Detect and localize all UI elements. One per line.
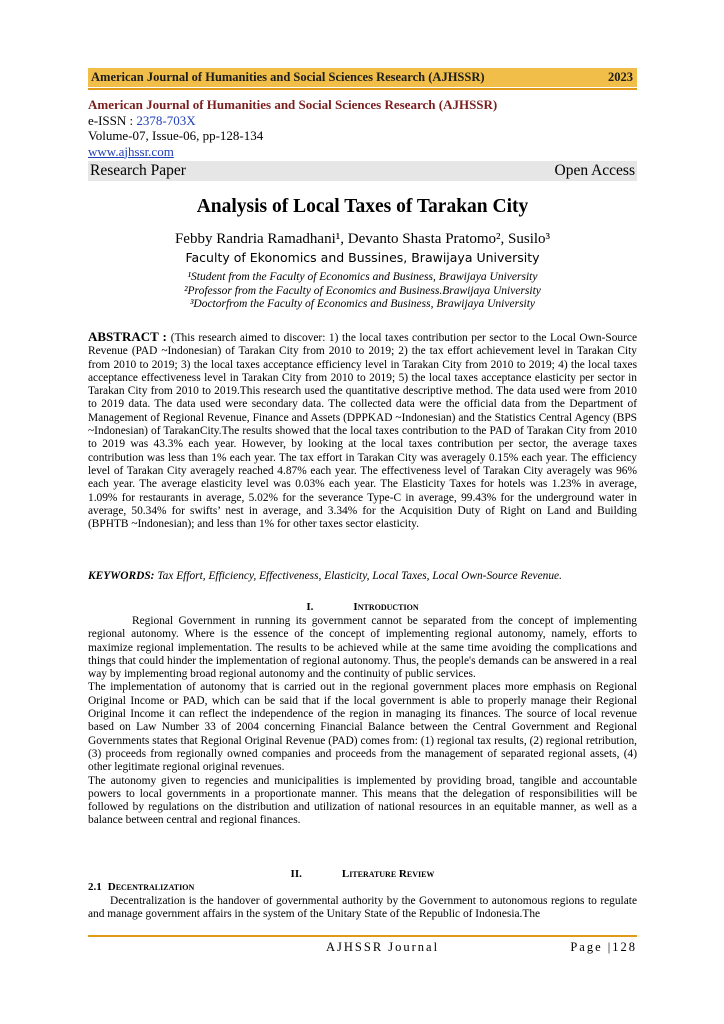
intro-paragraph-3: The autonomy given to regencies and municipalities is implemented by providing broad, tangible and accountable powers to local governments in a proportionate manner. This means that the delegation of responsibilities will be followed by regulations on the distribution and utilization of national resources in an equitable manner, as well as a balance between central and regional finances.: [88, 774, 637, 827]
paper-type: Research Paper: [90, 162, 186, 179]
banner-year: 2023: [608, 70, 633, 84]
affiliation-3: ³Doctorfrom the Faculty of Economics and Business, Brawijaya University: [189, 298, 536, 310]
footer-journal: AJHSSR Journal: [326, 940, 440, 954]
volume-line: Volume-07, Issue-06, pp-128-134: [88, 128, 264, 143]
decentralization-body: [88, 895, 637, 922]
section-number: II.: [290, 868, 302, 880]
section-title: Literature Review: [341, 868, 435, 880]
website-link[interactable]: www.ajhssr.com: [88, 143, 174, 159]
subsection-heading-decentralization: [88, 881, 194, 893]
meta-journal-name: American Journal of Humanities and Social Sciences Research (AJHSSR): [88, 97, 498, 112]
keywords: [88, 570, 637, 582]
section-heading-introduction: [88, 601, 637, 613]
research-paper-bar: [88, 161, 637, 181]
affiliation-1: ¹Student from the Faculty of Economics and Business, Brawijaya University: [187, 271, 538, 283]
faculty-line: Faculty of Ekonomics and Bussines, Brawijaya University: [185, 250, 540, 265]
footer-rule: [88, 935, 637, 937]
journal-metadata: [88, 97, 637, 159]
intro-paragraph-2: The implementation of autonomy that is carried out in the regional government places more emphasis on Regional Original Income or PAD, which can be said that if the local government is able to properly manage their Regional Original Income it can reflect the independence of the region in managing its finances. The source of local revenue based on Law Number 33 of 2004 concerning Financial Balance between the Central Government and Regional Governments states that Regional Original Revenue (PAD) comes from: (1) regional tax results, (2) regional retribution, (3) proceeds from regionally owned companies and proceeds from the management of separated regional assets, (4) other legitimate regional original revenues.: [88, 681, 637, 774]
introduction-body: [88, 615, 637, 828]
section-title: Introduction: [353, 601, 419, 613]
banner-journal-name: American Journal of Humanities and Social Sciences Research (AJHSSR): [91, 70, 485, 84]
abstract-label: ABSTRACT :: [88, 329, 171, 344]
affiliation-2: ²Professor from the Faculty of Economics and Business.Brawijaya University: [184, 284, 541, 297]
author-list: Febby Randria Ramadhani¹, Devanto Shasta Pratomo², Susilo³: [174, 231, 551, 247]
footer-page-number: Page |128: [570, 940, 637, 954]
subsection-title: Decentralization: [107, 881, 195, 893]
issn-label: e-ISSN :: [88, 112, 137, 128]
abstract: [88, 330, 637, 531]
section-heading-literature-review: [88, 868, 637, 880]
keywords-text: Tax Effort, Efficiency, Effectiveness, Elasticity, Local Taxes, Local Own-Source Revenue.: [154, 570, 562, 582]
intro-paragraph-1: Regional Government in running its government cannot be separated from the concept of implementing regional autonomy. Where is the essence of the concept of implementing regional autonomy, namely, efforts to maximize regional implementation. The results to be achieved while at the same time avoiding the complications and things that could hinder the implementation of regional autonomy. Thus, the people's demands can be answered in a real way by implementing broad regional autonomy and the continuity of public services.: [88, 615, 637, 681]
abstract-text: (This research aimed to discover: 1) the local taxes contribution per sector to the Local Own-Source Revenue (PAD ~Indonesian) of Tarakan City from 2010 to 2019; 2) the tax effort achievement level in Tarakan City from 2010 to 2019; 3) the local taxes acceptance efficiency level in Tarakan City from 2010 to 2019; 4) the local taxes acceptance effectiveness level in Tarakan City from 2010 to 2019; 5) the local taxes acceptance elasticity per sector in Tarakan City from 2010 to 2019.This research used the quantitative descriptive method. The data used were from 2010 to 2019 data. The data used were secondary data. The collected data were the official data from the Department of Management of Regional Revenue, Finance and Assets (DPPKAD ~Indonesian) and the Statistics Central Agency (BPS ~Indonesian) of TarakanCity.The results showed that the local taxes contribution to the PAD of Tarakan City from 2010 to 2019 was 43.3% each year. However, by looking at the local taxes contribution per sector, the average taxes contribution was less than 1% each year. The tax effort in Tarakan City was averagely 0.15% each year. The efficiency level of Tarakan City averagely reached 4.87% each year. The effectiveness level of Tarakan City averagely was 96% each year. The average elasticity level was 0.03% each year. The Elasticity Taxes for hotels was 1.23% in average, 1.09% for restaurants in average, 5.02% for the severance Type-C in average, 99.43% for the underground water in average, 50.34% for swifts’ nest in average, and 3.34% for the Acquisition Duty of Right on Land and Building (BPHTB ~Indonesian); and less than 1% for other taxes sector elasticity.: [88, 332, 637, 531]
header-rule: [88, 88, 637, 90]
subsection-number: 2.1: [88, 881, 102, 893]
section-number: I.: [306, 601, 314, 613]
affiliations: [88, 271, 637, 312]
issn-value: 2378-703X: [136, 112, 196, 128]
issn-line: [88, 113, 637, 129]
journal-banner: [88, 68, 637, 87]
decentralization-paragraph: Decentralization is the handover of governmental authority by the Government to autonomous regions to regulate and manage government affairs in the system of the Unitary State of the Republic of Indonesia.The: [88, 895, 637, 921]
paper-title: Analysis of Local Taxes of Tarakan City: [196, 196, 529, 217]
page-footer: [88, 940, 637, 956]
keywords-label: KEYWORDS:: [88, 570, 155, 582]
open-access-label: Open Access: [554, 162, 635, 179]
